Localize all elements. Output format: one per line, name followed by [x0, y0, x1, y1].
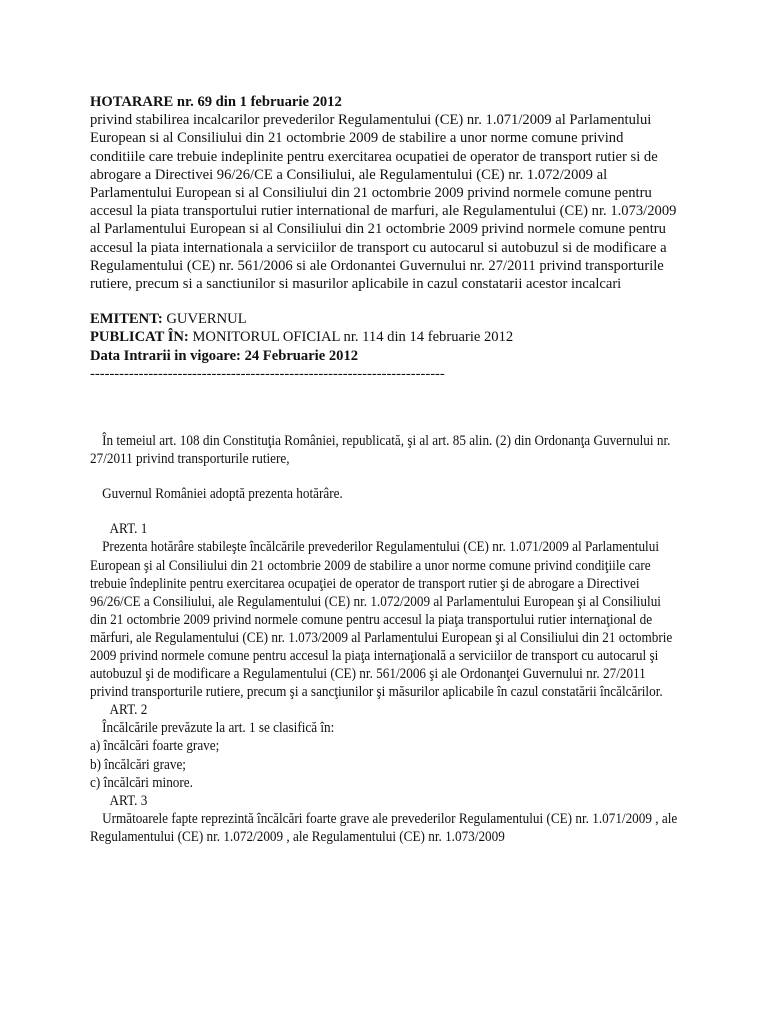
document-body: [90, 432, 680, 846]
meta-block: [90, 310, 680, 346]
list-item: c) încălcări minore.: [90, 774, 193, 791]
publicat-value: MONITORUL OFICIAL nr. 114 din 14 februarie 2012: [192, 329, 514, 346]
document-header: [90, 93, 680, 383]
publicat-line: [90, 328, 680, 346]
vigoare-date: Data Intrarii in vigoare: 24 Februarie 2012: [90, 347, 359, 364]
document-subtitle: privind stabilirea incalcarilor prevederilor Regulamentului (CE) nr. 1.071/2009 al Parlamentului European si al Consiliului din 21 octombrie 2009 de stabilire a unor norme comune privind conditiile care trebuie indeplinite pentru exercitarea ocupatiei de operator de transport rutier si de abrogare a Directivei 96/26/CE a Consiliului, ale Regulamentului (CE) nr. 1.072/2009 al Parlamentului European si al Consiliului din 21 octombrie 2009 privind normele comune pentru accesul la piata transportului rutier international de marfuri, ale Regulamentului (CE) nr. 1.073/2009 al Parlamentului European si al Consiliului din 21 octombrie 2009 privind normele comune pentru accesul la piata internationala a serviciilor de transport cu autocarul si autobuzul si de modificare a Regulamentului (CE) nr. 561/2006 si ale Ordonantei Guvernului nr. 27/2011 privind transporturile rutiere, precum si a sanctiunilor si masurilor aplicabile in cazul constatarii acestor incalcari: [90, 112, 677, 293]
publicat-label: PUBLICAT ÎN:: [90, 329, 189, 346]
emitent-label: EMITENT:: [90, 311, 163, 328]
list-item: a) încălcări foarte grave;: [90, 738, 220, 755]
preamble: În temeiul art. 108 din Constituţia României, republicată, şi al art. 85 alin. (2) din Ordonanţa Guvernului nr. 27/2011 privind transporturile rutiere,: [90, 433, 671, 468]
art3-text: Următoarele fapte reprezintă încălcări foarte grave ale prevederilor Regulamentului (CE) nr. 1.071/2009 , ale Regulamentului (CE) nr. 1.072/2009 , ale Regulamentului (CE) nr. 1.073/2009: [90, 810, 678, 845]
art1-text: Prezenta hotărâre stabileşte încălcările prevederilor Regulamentului (CE) nr. 1.071/2009 al Parlamentului European şi al Consiliului din 21 octombrie 2009 de stabilire a unor norme comune privind condiţiile care trebuie îndeplinite pentru exercitarea ocupaţiei de operator de transport rutier şi de abrogare a Directivei 96/26/CE a Consiliului, ale Regulamentului (CE) nr. 1.072/2009 al Parlamentului European şi al Consiliului din 21 octombrie 2009 privind normele comune pentru accesul la piaţa transportului rutier internaţional de mărfuri, ale Regulamentului (CE) nr. 1.073/2009 al Parlamentului European şi al Consiliului din 21 octombrie 2009 privind normele comune pentru accesul la piaţa internaţională a serviciilor de transport cu autocarul şi autobuzul şi de modificare a Regulamentului (CE) nr. 561/2006 şi ale Ordonanţei Guvernului nr. 27/2011 privind transporturile rutiere, precum şi a sancţiunilor şi măsurilor aplicabile în cazul constatării încălcărilor.: [90, 539, 673, 701]
list-item: b) încălcări grave;: [90, 756, 186, 773]
art3-label: ART. 3: [109, 792, 148, 809]
document-page: [90, 93, 680, 846]
art2-intro: Încălcările prevăzute la art. 1 se clasifică în:: [102, 720, 335, 737]
emitent-line: [90, 310, 680, 328]
adopt-statement: Guvernul României adoptă prezenta hotărâre.: [102, 486, 343, 503]
emitent-value: GUVERNUL: [166, 311, 247, 328]
art2-label: ART. 2: [109, 702, 148, 719]
document-title: HOTARARE nr. 69 din 1 februarie 2012: [90, 94, 342, 110]
art1-label: ART. 1: [109, 521, 148, 538]
separator-line: -------------------------------------------------------------------------: [90, 365, 445, 382]
